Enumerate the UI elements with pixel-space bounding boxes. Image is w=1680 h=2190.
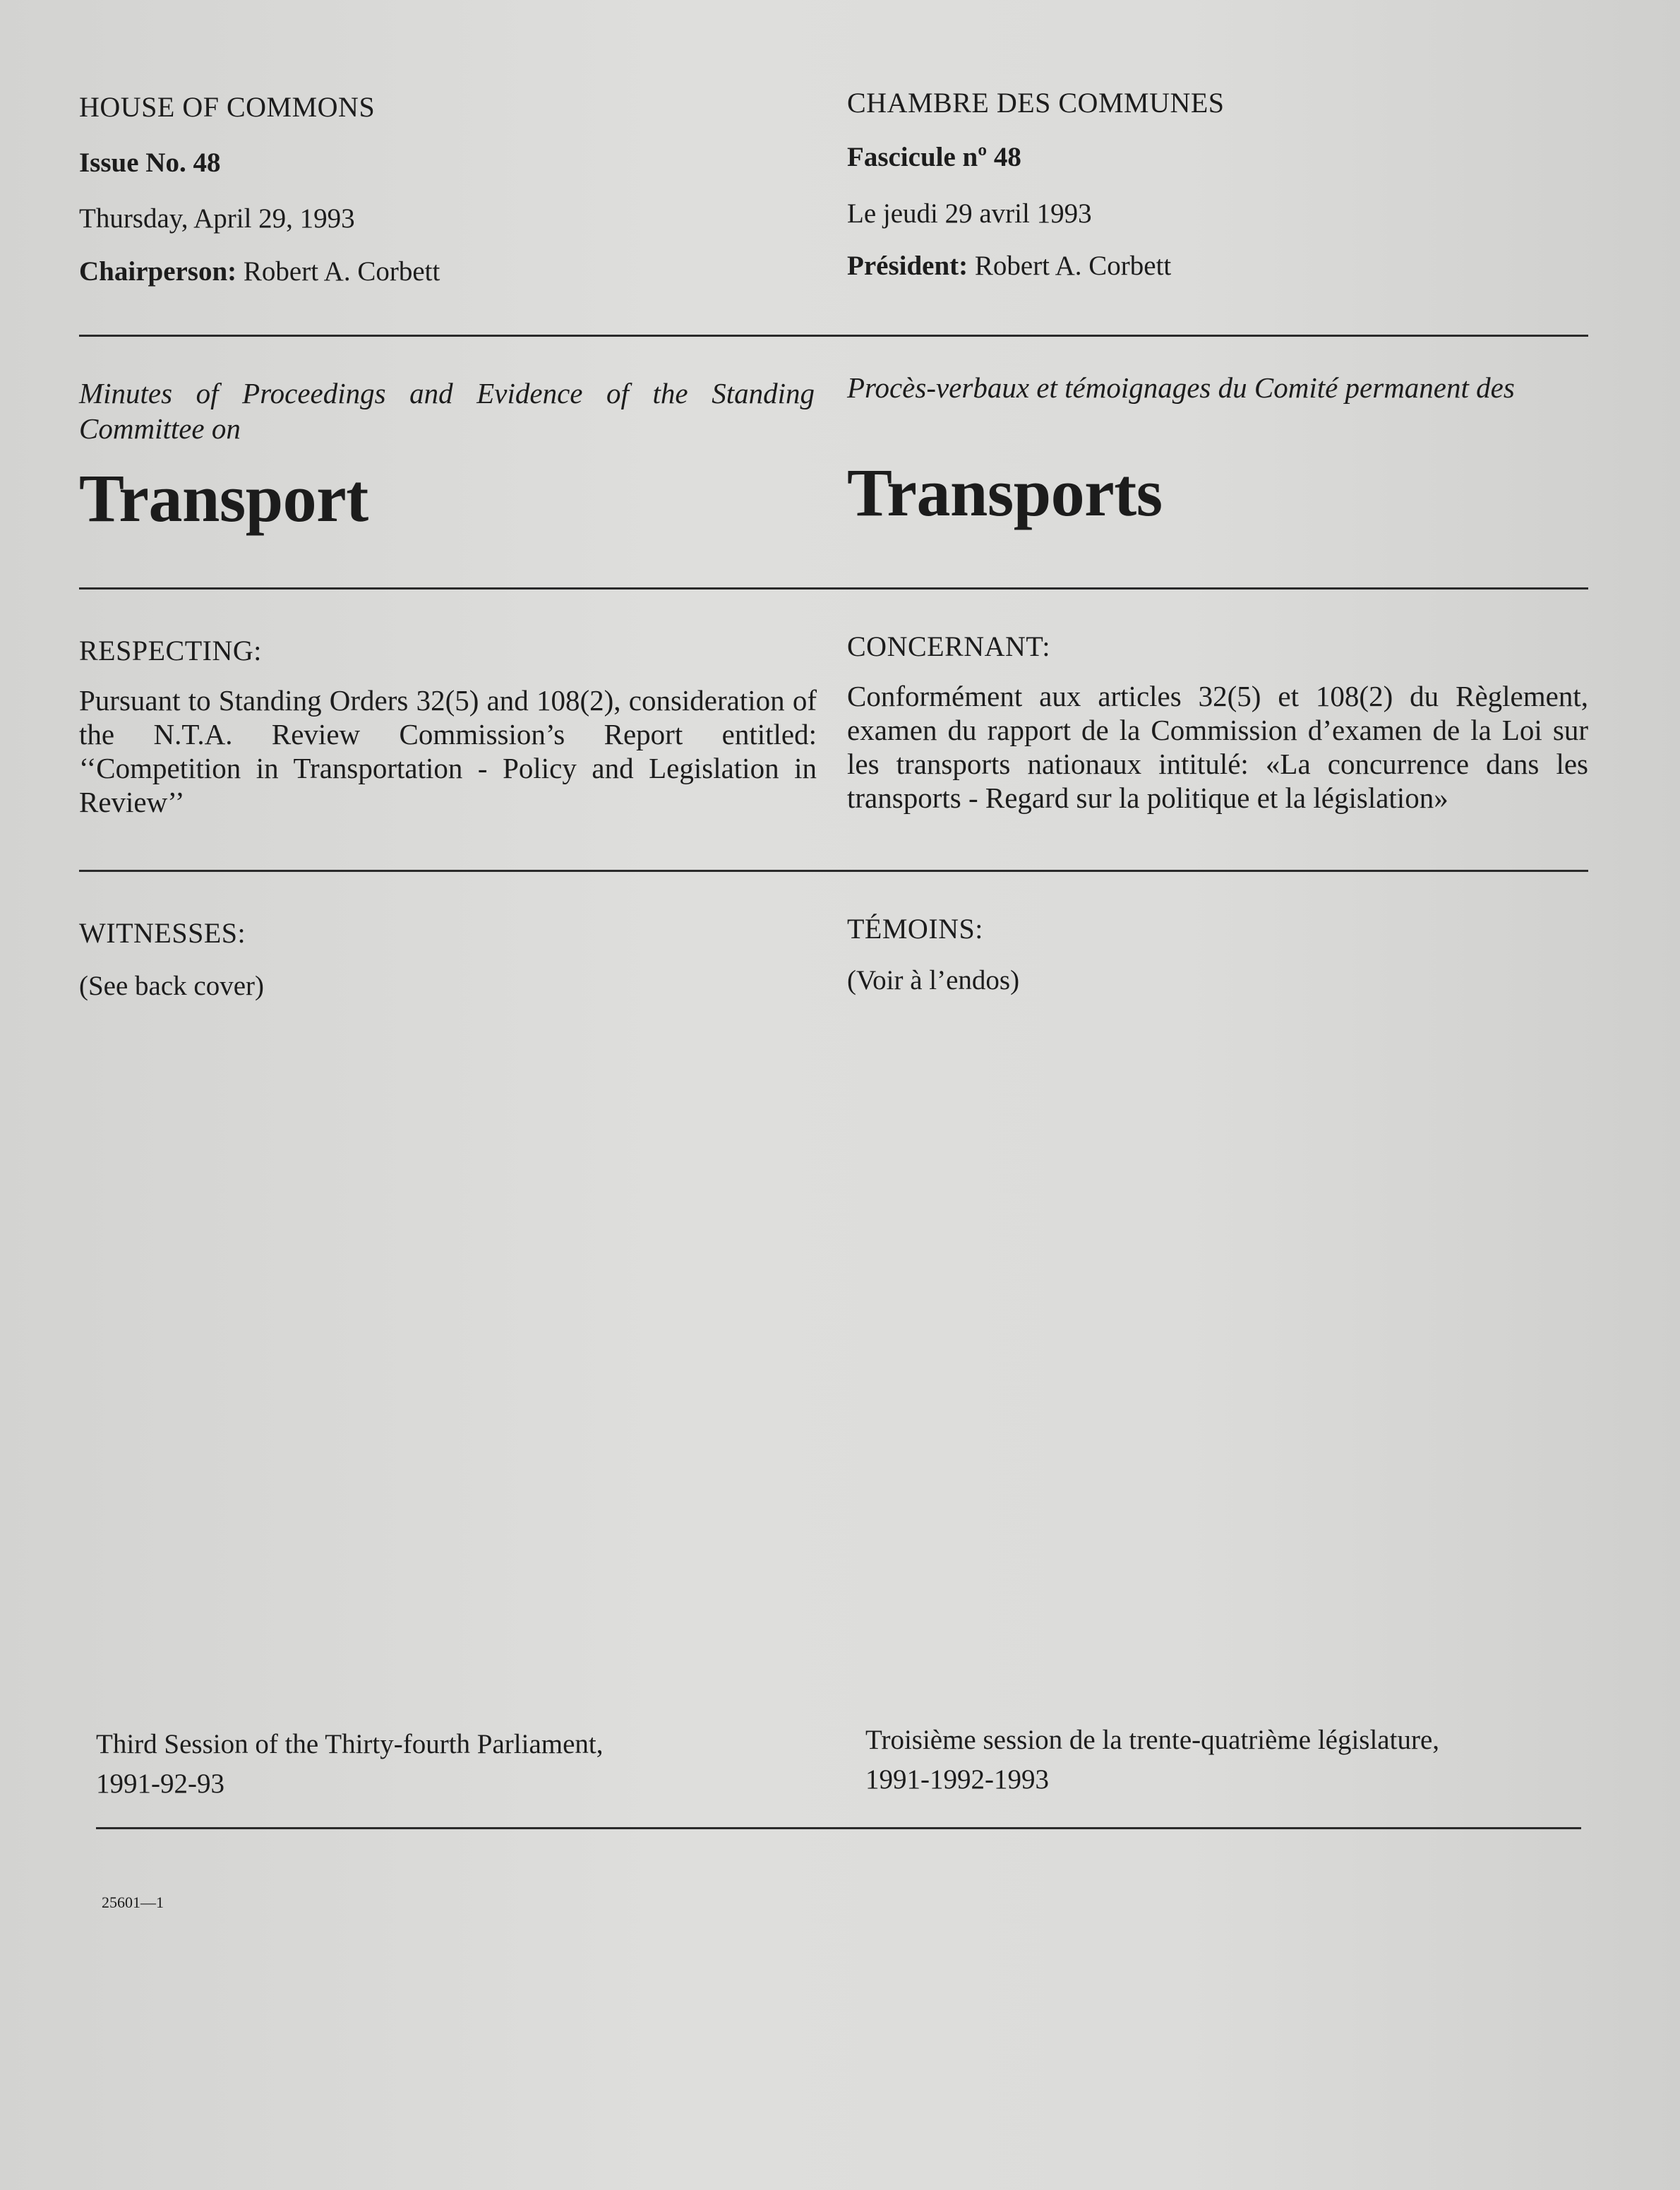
chairperson-label: Chairperson: bbox=[79, 256, 237, 287]
concernant-text: Conformément aux articles 32(5) et 108(2) du Règlement, examen du rapport de la Commission d’examen de la Loi sur les transports nationaux intitulé: «La concurrence dans les transports - Regard sur la politique et la législation» bbox=[847, 680, 1588, 814]
session-fr-line2: 1991-1992-1993 bbox=[865, 1764, 1049, 1795]
chairperson-name: Robert A. Corbett bbox=[236, 256, 440, 287]
session-en-line2: 1991-92-93 bbox=[96, 1769, 224, 1799]
concernant-heading: CONCERNANT: bbox=[847, 630, 1050, 662]
temoins-heading: TÉMOINS: bbox=[847, 913, 983, 945]
session-fr-line1: Troisième session de la trente-quatrième législature, bbox=[865, 1725, 1440, 1755]
chambre-des-communes-label: CHAMBRE DES COMMUNES bbox=[847, 87, 1225, 119]
fascicule-number: Fascicule nº 48 bbox=[847, 142, 1021, 172]
committee-intro-en: Minutes of Proceedings and Evidence of the Standing Committee on bbox=[79, 377, 815, 445]
temoins-text: (Voir à l’endos) bbox=[847, 965, 1020, 995]
witnesses-text: (See back cover) bbox=[79, 971, 265, 1001]
committee-title-fr: Transports bbox=[847, 455, 1163, 530]
committee-title-en: Transport bbox=[79, 460, 368, 536]
chairperson-line bbox=[79, 256, 440, 287]
document-code: 25601—1 bbox=[102, 1893, 164, 1911]
president-line bbox=[847, 250, 1171, 282]
issue-date: Thursday, April 29, 1993 bbox=[79, 203, 355, 234]
president-name: Robert A. Corbett bbox=[968, 251, 1172, 281]
fascicule-date: Le jeudi 29 avril 1993 bbox=[847, 198, 1092, 229]
respecting-heading: RESPECTING: bbox=[79, 635, 262, 666]
session-en-line1: Third Session of the Thirty-fourth Parliament, bbox=[96, 1729, 604, 1759]
respecting-text: Pursuant to Standing Orders 32(5) and 108(2), consideration of the N.T.A. Review Commission’s Report entitled: ‘‘Competition in Transportation - Policy and Legislation in Review’’ bbox=[79, 684, 817, 818]
president-label: Président: bbox=[847, 251, 968, 281]
house-of-commons-label: HOUSE OF COMMONS bbox=[79, 91, 376, 123]
committee-intro-fr: Procès-verbaux et témoignages du Comité permanent des bbox=[847, 371, 1515, 404]
divider bbox=[79, 335, 1588, 337]
divider bbox=[79, 870, 1588, 872]
witnesses-heading: WITNESSES: bbox=[79, 917, 246, 949]
divider bbox=[79, 587, 1588, 590]
issue-number: Issue No. 48 bbox=[79, 148, 221, 178]
divider bbox=[96, 1827, 1581, 1829]
